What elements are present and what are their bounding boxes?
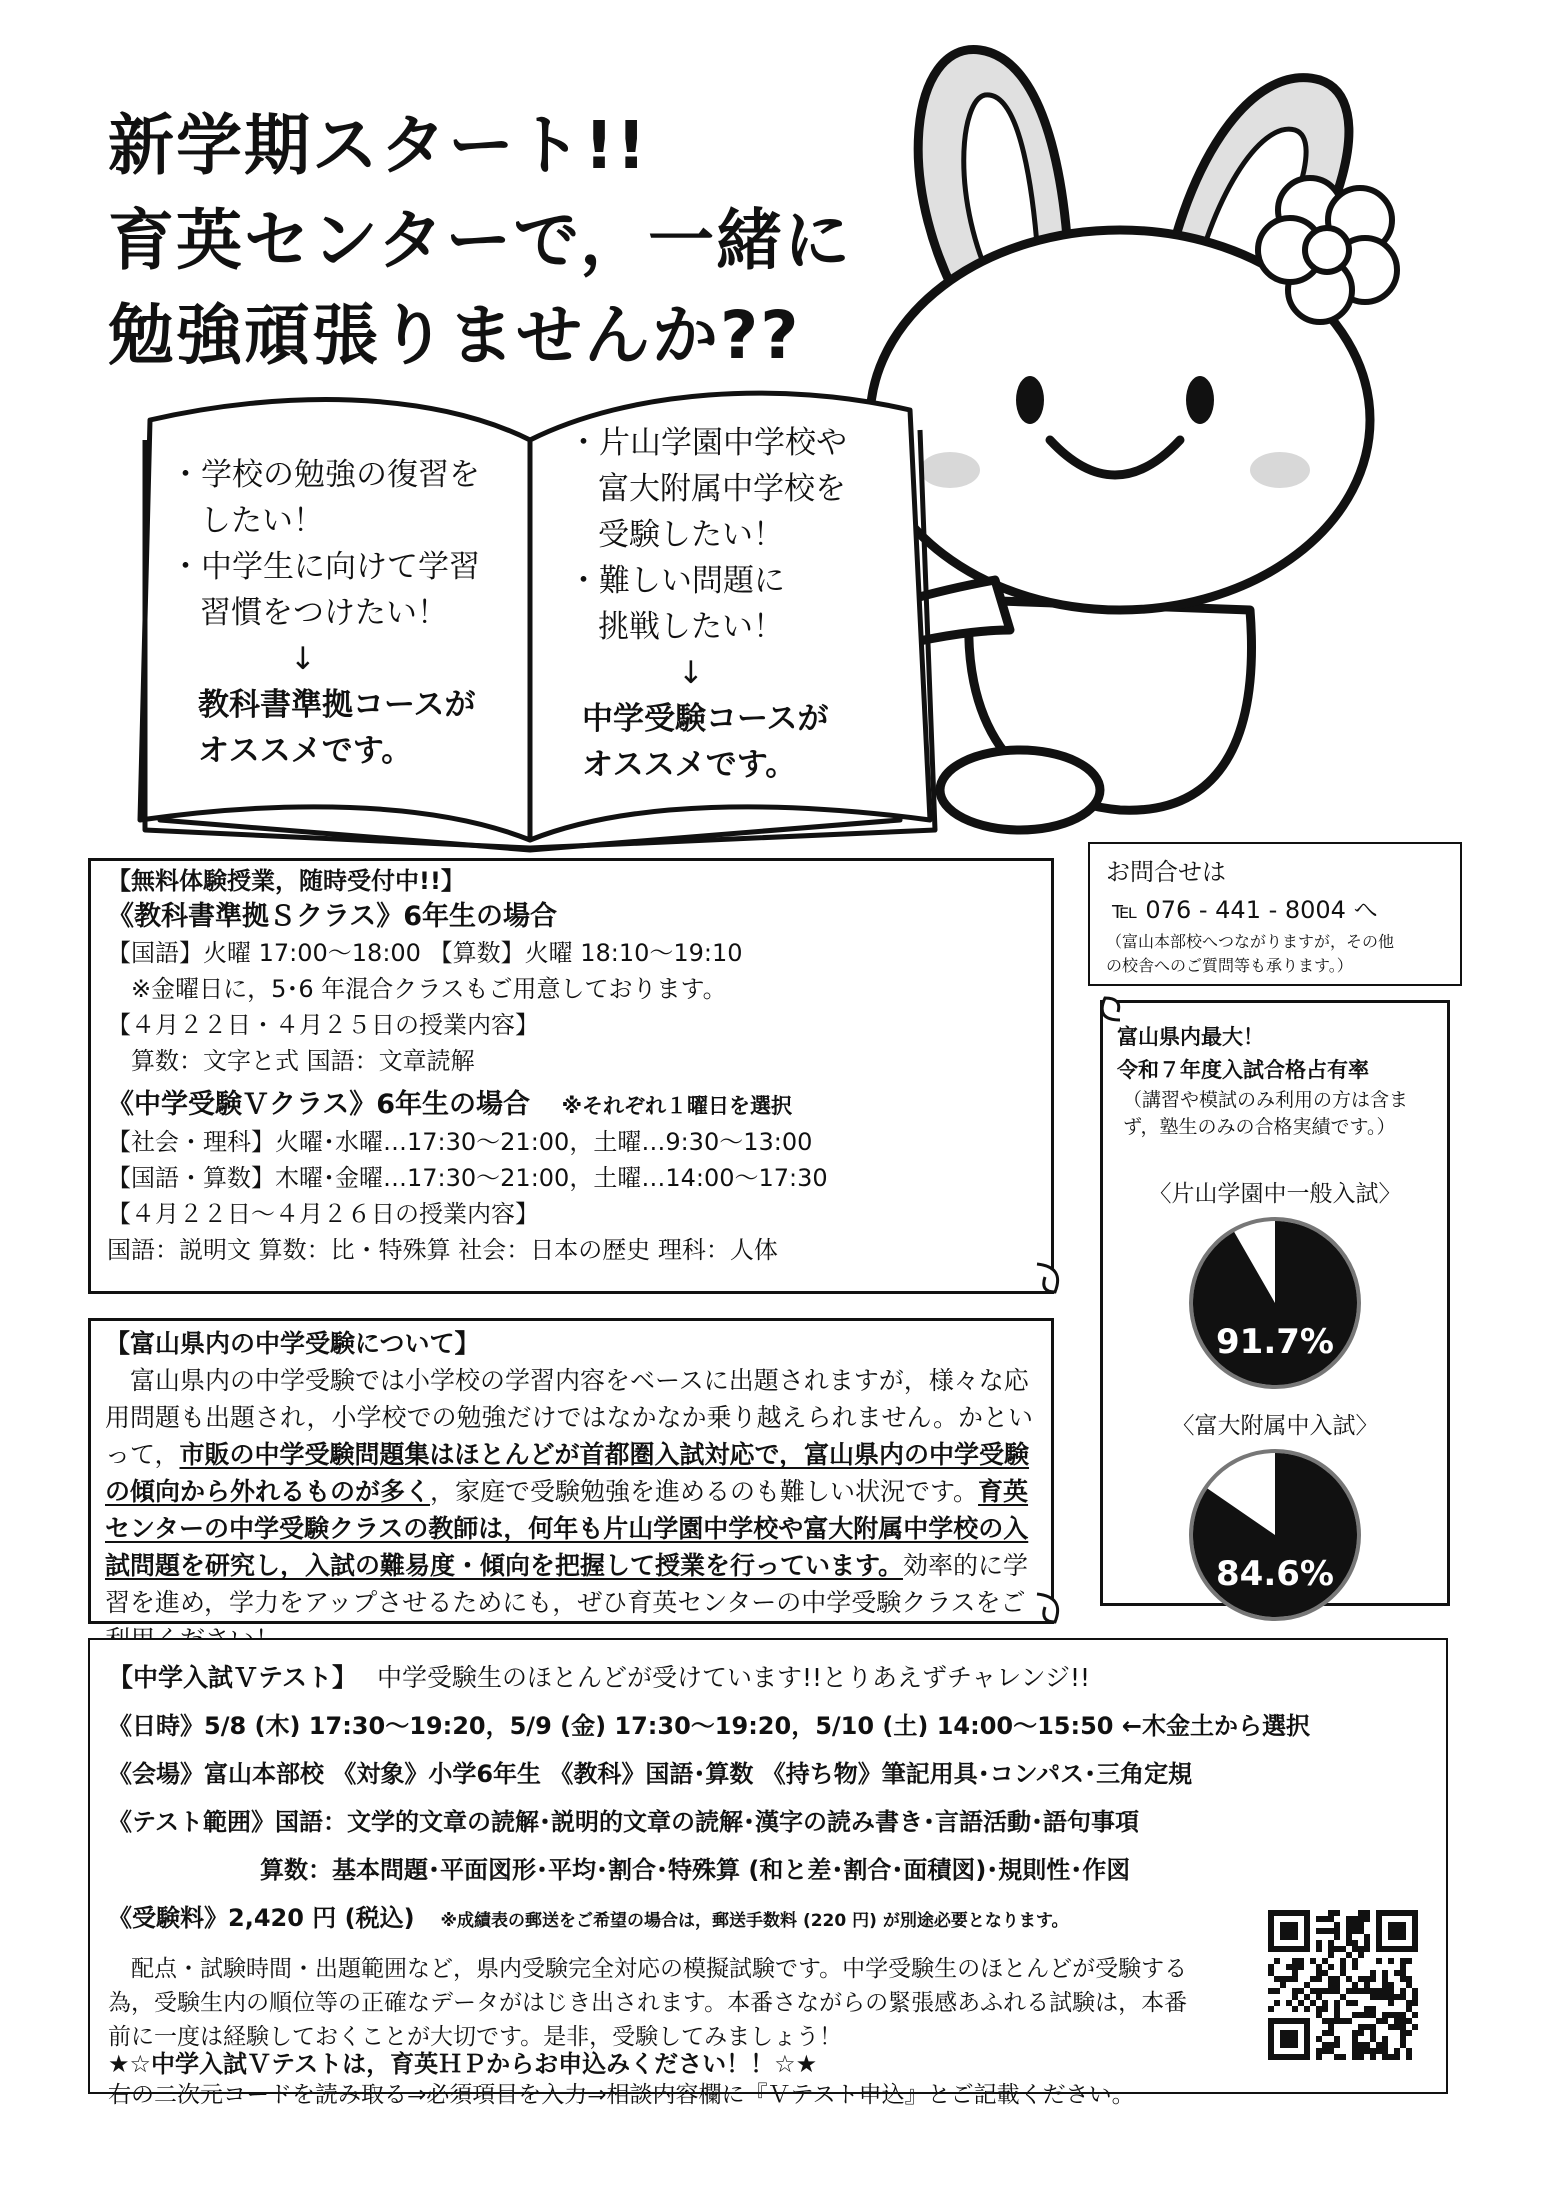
book-left-bullet-1b: したい！ bbox=[200, 503, 324, 539]
contact-tel[interactable]: 076 - 441 - 8004 bbox=[1145, 896, 1346, 924]
trial-lesson-content bbox=[107, 863, 828, 1268]
phone-icon: ℡ bbox=[1112, 896, 1138, 924]
book-left-page bbox=[170, 452, 480, 774]
s-class-title: 《教科書準拠Ｓクラス》6年生の場合 bbox=[107, 901, 557, 932]
vtest-fee-note: ※成績表の郵送をご希望の場合は，郵送手数料 (220 円) が別途必要となります。 bbox=[440, 1911, 1069, 1931]
contact-note-1: （富山本部校へつながりますが，その他 bbox=[1106, 932, 1395, 951]
v-class-schedule-1: 【社会・理科】火曜･水曜…17:30～21:00，土曜…9:30～13:00 bbox=[107, 1128, 813, 1156]
s-class-note: ※金曜日に，5･6 年混合クラスもご用意しております。 bbox=[131, 975, 727, 1003]
headline-line-1: 新学期スタート!! bbox=[108, 107, 649, 184]
exam-info-text-4: 育英センターの中学受験クラスの教師は，何年も片山学園中学校や富大附属中学校の入試問題を研究し，入試の難易度・傾向を把握して授業を行っています。 bbox=[105, 1477, 1029, 1580]
vtest-apply-steps: 右の二次元コードを読み取る⇒必須項目を入力⇒相談内容欄に『Ｖテスト申込』とご記載ください。 bbox=[108, 2082, 1135, 2108]
s-class-schedule: 【国語】火曜 17:00～18:00 【算数】火曜 18:10～19:10 bbox=[107, 939, 743, 967]
book-right-bullet-1a: ・片山学園中学校や bbox=[568, 425, 847, 461]
pie-chart-fudai bbox=[1185, 1445, 1365, 1625]
exam-info-text-3: ，家庭で受験勉強を進めるのも難しい状況です。 bbox=[430, 1477, 979, 1506]
vtest-content bbox=[108, 1654, 1310, 1945]
contact-phone bbox=[1112, 890, 1378, 925]
book-left-bullet-1a: ・学校の勉強の復習を bbox=[170, 457, 480, 493]
vtest-fee: 《受験料》2,420 円 (税込) bbox=[108, 1904, 415, 1932]
v-class-title: 《中学受験Ｖクラス》6年生の場合 bbox=[107, 1089, 530, 1120]
contact-note-2: の校舎へのご質問等も承ります。） bbox=[1106, 956, 1353, 975]
book-right-bullet-2a: ・難しい問題に bbox=[568, 563, 785, 599]
book-left-recommend-1: 教科書準拠コースが bbox=[198, 687, 476, 723]
headline-line-3: 勉強頑張りませんか?? bbox=[108, 297, 801, 374]
results-content bbox=[1117, 1021, 1443, 1141]
v-class-title-row bbox=[107, 1087, 828, 1124]
v-class-content-heading: 【４月２２日～４月２６日の授業内容】 bbox=[107, 1200, 539, 1228]
vtest-tagline: 中学受験生のほとんどが受けています!!とりあえずチャレンジ!! bbox=[376, 1663, 1091, 1692]
scroll-curl-1 bbox=[1035, 1262, 1075, 1302]
s-class-content-heading: 【４月２２日・４月２５日の授業内容】 bbox=[107, 1011, 539, 1039]
vtest-fee-row bbox=[108, 1894, 1310, 1945]
exam-info-text-2: 市販の中学受験問題集はほとんどが首都圏入試対応で，富山県内の中学受験の傾向から外れるものが多く bbox=[105, 1440, 1030, 1506]
book-left-arrow: ↓ bbox=[290, 641, 316, 677]
scroll-curl-3 bbox=[1090, 990, 1130, 1030]
vtest-description: 配点・試験時間・出題範囲など，県内受験完全対応の模擬試験です。中学受験生のほとんどが受験する為，受験生内の順位等の正確なデータがはじき出されます。本番さながらの緊張感あふれる試験は，本番前に一度は経験しておくことが大切です。是非，受験してみましょう！ bbox=[108, 1956, 1188, 2050]
scroll-curl-2 bbox=[1035, 1592, 1075, 1632]
vtest-heading-row bbox=[108, 1654, 1310, 1702]
vtest-venue: 《会場》富山本部校 《対象》小学6年生 《教科》国語･算数 《持ち物》筆記用具･コンパス･三角定規 bbox=[108, 1760, 1193, 1788]
results-note: （講習や模試のみ利用の方は含まず，塾生のみの合格実績です。） bbox=[1123, 1089, 1409, 1138]
exam-info-content bbox=[105, 1325, 1035, 1658]
book-right-page bbox=[568, 420, 847, 788]
v-class-schedule-2: 【国語・算数】木曜･金曜…17:30～21:00，土曜…14:00～17:30 bbox=[107, 1164, 828, 1192]
exam-info-panel bbox=[88, 1318, 1054, 1624]
exam-info-body bbox=[105, 1362, 1035, 1658]
book-right-bullet-1b: 富大附属中学校を bbox=[598, 471, 846, 507]
contact-tel-suffix: へ bbox=[1353, 896, 1378, 924]
book-right-recommend-2: オススメです。 bbox=[582, 747, 797, 783]
book-right-bullet-1c: 受験したい！ bbox=[598, 517, 784, 553]
exam-info-text-1: 富山県内の中学受験では小学校の学習内容をベースに出題されますが，様々な応用問題も出題され，小学校での勉強だけではなかなか乗り越えられません。かといって， bbox=[105, 1366, 1034, 1469]
pie-1-value: 91.7% bbox=[1216, 1322, 1334, 1362]
contact-note bbox=[1106, 930, 1394, 978]
vtest-apply: ★☆中学入試Ｖテストは，育英ＨＰからお申込みください！！☆★ bbox=[108, 2050, 818, 2078]
contact-box bbox=[1088, 842, 1462, 986]
book-right-arrow: ↓ bbox=[678, 655, 704, 691]
book-left-bullet-2a: ・中学生に向けて学習 bbox=[170, 549, 480, 585]
vtest-date: 《日時》5/8 (木) 17:30～19:20，5/9 (金) 17:30～19:20，5/10 (土) 14:00～15:50 ←木金土から選択 bbox=[108, 1712, 1310, 1740]
pie-2-label: 〈富大附属中入試〉 bbox=[1171, 1413, 1379, 1439]
vtest-box bbox=[88, 1638, 1448, 2108]
headline bbox=[108, 98, 852, 383]
book-left-bullet-2b: 習慣をつけたい！ bbox=[200, 595, 448, 631]
exam-info-heading: 【富山県内の中学受験について】 bbox=[105, 1329, 480, 1358]
book-right-bullet-2b: 挑戦したい！ bbox=[598, 609, 784, 645]
results-title-2: 令和７年度入試合格占有率 bbox=[1117, 1058, 1369, 1082]
results-title-1: 富山県内最大！ bbox=[1117, 1025, 1264, 1049]
headline-line-2: 育英センターで，一緒に bbox=[108, 202, 853, 279]
v-class-note: ※それぞれ１曜日を選択 bbox=[561, 1094, 793, 1118]
v-class-content: 国語：説明文 算数：比・特殊算 社会：日本の歴史 理科：人体 bbox=[107, 1236, 778, 1264]
pie-1-label: 〈片山学園中一般入試〉 bbox=[1148, 1181, 1402, 1207]
qr-code-icon[interactable] bbox=[1268, 1910, 1418, 2060]
vtest-heading: 【中学入試Ｖテスト】 bbox=[108, 1663, 358, 1692]
s-class-content: 算数：文字と式 国語：文章読解 bbox=[131, 1047, 475, 1075]
vtest-range-1: 《テスト範囲》国語：文学的文章の読解･説明的文章の読解･漢字の読み書き･言語活動･語句事項 bbox=[108, 1808, 1140, 1836]
results-panel bbox=[1100, 1000, 1450, 1606]
exam-info-text-5: 効率的に学習を進め，学力をアップさせるためにも，ぜひ育英センターの中学受験クラスをご bbox=[105, 1551, 1029, 1617]
book-right-recommend-1: 中学受験コースが bbox=[582, 701, 829, 737]
trial-heading: 【無料体験授業，随時受付中!!】 bbox=[107, 867, 465, 895]
contact-title: お問合せは bbox=[1106, 858, 1226, 886]
book-left-recommend-2: オススメです。 bbox=[198, 733, 413, 769]
trial-lesson-panel bbox=[88, 858, 1054, 1294]
pie-2-value: 84.6% bbox=[1216, 1554, 1334, 1594]
pie-chart-katayama bbox=[1185, 1213, 1365, 1393]
vtest-range-2: 算数：基本問題･平面図形･平均･割合･特殊算 (和と差･割合･面積図)･規則性･作図 bbox=[260, 1856, 1131, 1884]
